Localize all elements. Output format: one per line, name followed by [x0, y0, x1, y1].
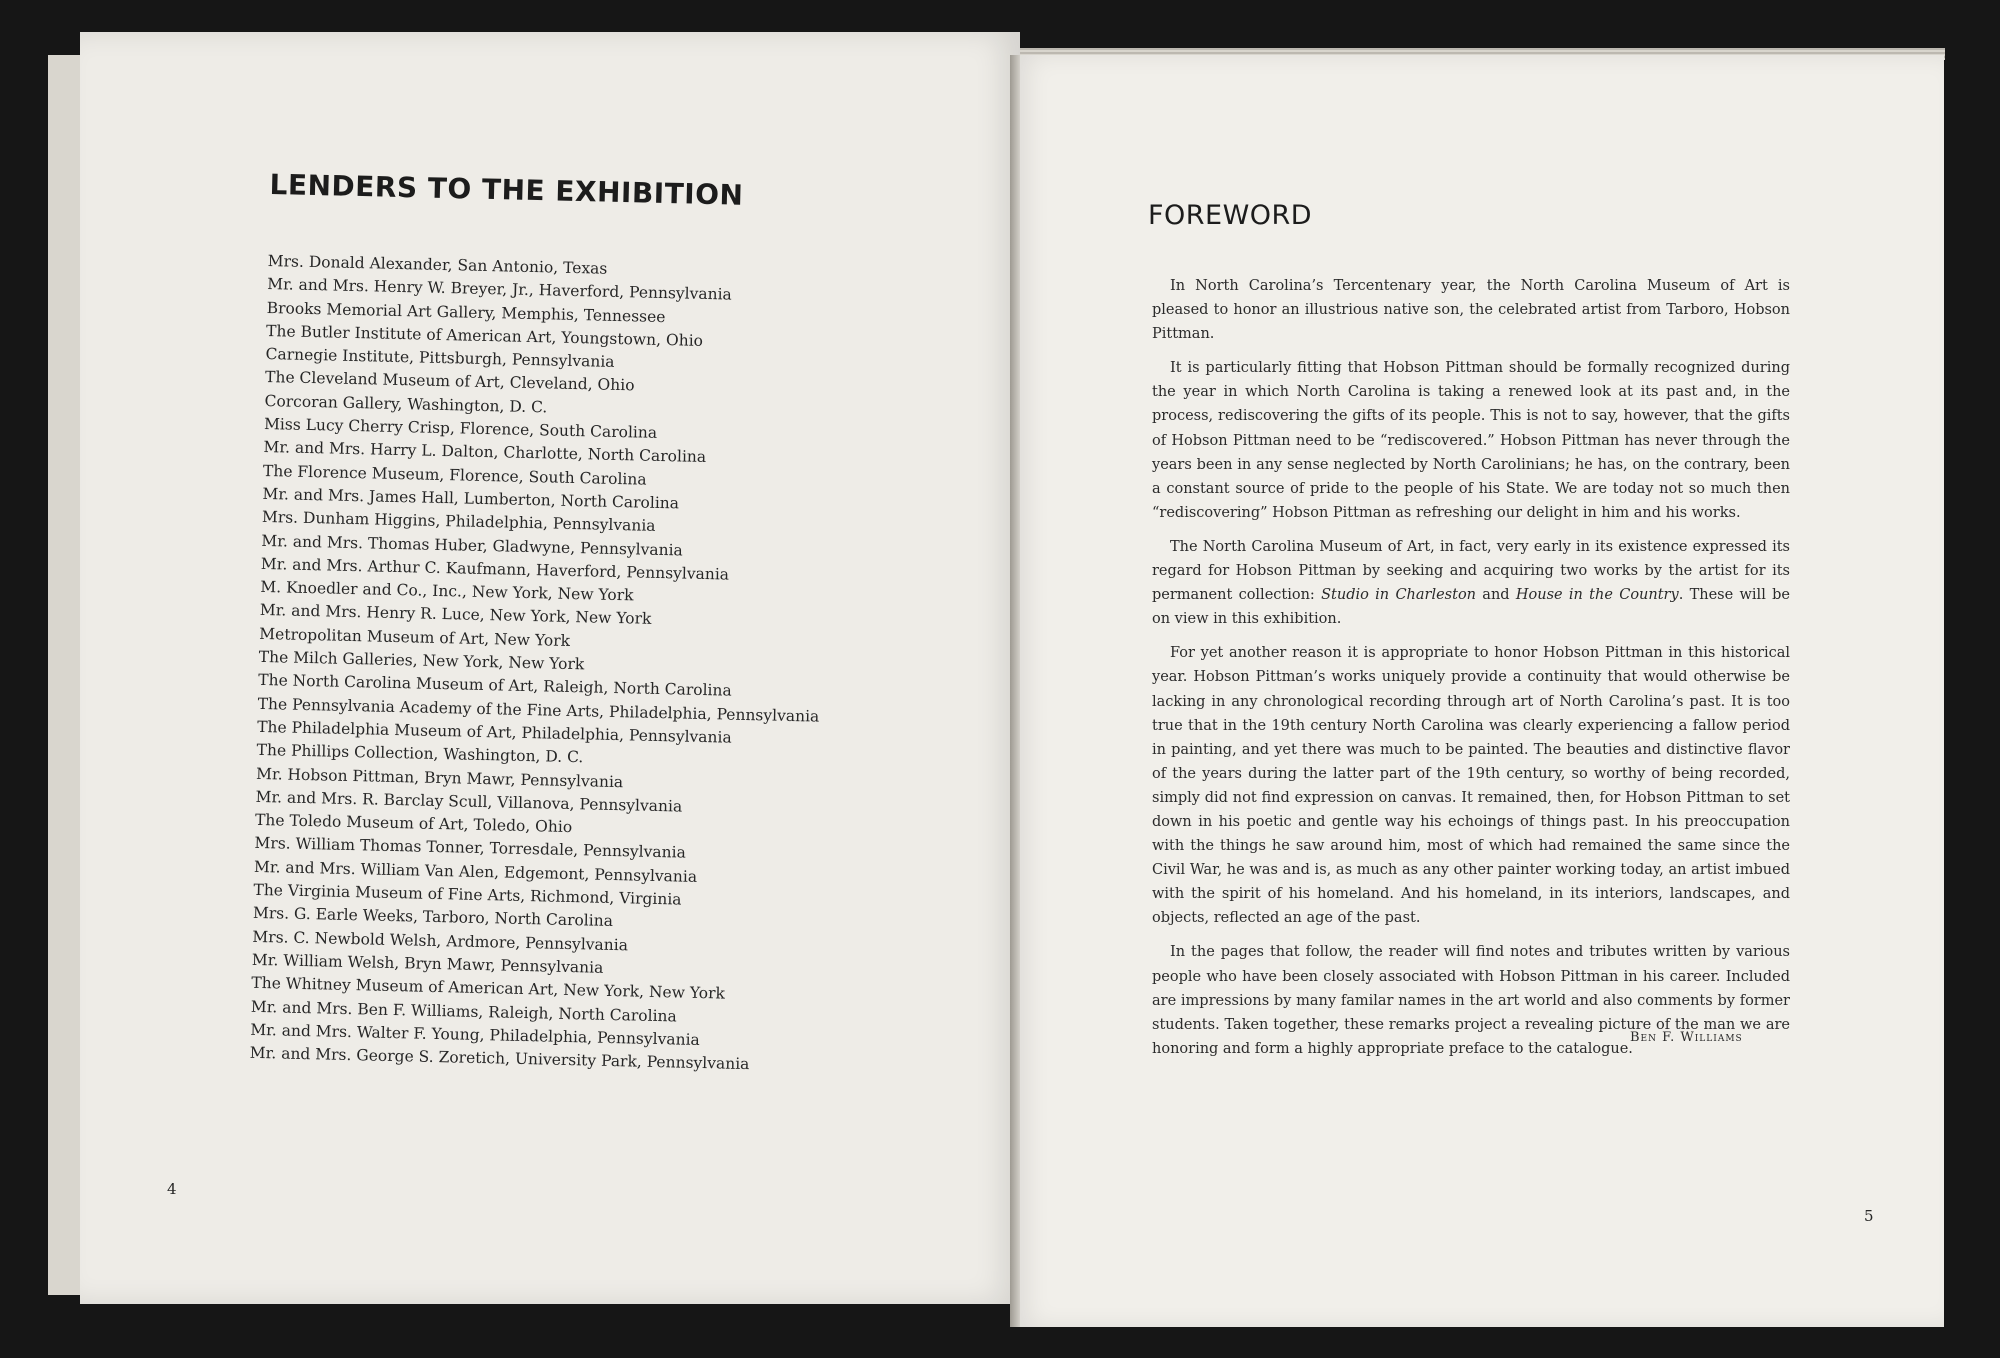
foreword-paragraph-1: In North Carolina’s Tercentenary year, the North Carolina Museum of Art is pleased to honor an illustrious native son, the celebrated artist from Tarboro, Hobson Pittman. [1152, 278, 1790, 343]
lender-item: Mr. and Mrs. R. Barclay Scull, Villanova, Pennsylvania [255, 787, 683, 816]
lender-item: The Virginia Museum of Fine Arts, Richmond, Virginia [253, 880, 682, 909]
lender-item: Mr. and Mrs. George S. Zoretich, University Park, Pennsylvania [249, 1043, 750, 1074]
lender-item: Mr. and Mrs. James Hall, Lumberton, North Carolina [262, 484, 680, 513]
lender-item: Mr. and Mrs. Henry R. Luce, New York, New York [259, 601, 652, 629]
lender-item: M. Knoedler and Co., Inc., New York, New York [260, 578, 634, 605]
foreword-paragraph-2: It is particularly fitting that Hobson Pittman should be formally recognized during the year in which North Carolina is taking a renewed look at its past and, in the process, rediscovering the gifts of its people. This is not to say, however, that the gifts of Hobson Pittman need to be “rediscovered.” Hobson Pittman has never through the years been in any sense neglected by North Carolinians; he has, on the contrary, been a constant source of pride to the people of his State. We are today not so much then “rediscovering” Hobson Pittman as refreshing our delight in him and his works. [1152, 360, 1790, 521]
lender-item: Miss Lucy Cherry Crisp, Florence, South Carolina [263, 415, 658, 442]
lender-item: The Philadelphia Museum of Art, Philadelphia, Pennsylvania [256, 717, 732, 747]
foreword-body [1152, 274, 1790, 1071]
lender-item: Mr. and Mrs. Thomas Huber, Gladwyne, Pennsylvania [261, 531, 683, 560]
lender-item: The Cleveland Museum of Art, Cleveland, Ohio [264, 368, 635, 395]
lender-item: The Phillips Collection, Washington, D. C. [256, 741, 584, 767]
p3-text-end: . These will be on view in this exhibition. [1152, 587, 1790, 628]
lender-item: Mrs. William Thomas Tonner, Torresdale, Pennsylvania [254, 834, 686, 863]
lender-item: Carnegie Institute, Pittsburgh, Pennsylvania [265, 345, 615, 372]
work-title-house: House in the Country [1515, 587, 1679, 604]
lender-item: The Milch Galleries, New York, New York [258, 647, 585, 674]
lender-item: The Whitney Museum of American Art, New York, New York [251, 974, 726, 1003]
work-title-studio: Studio in Charleston [1321, 587, 1477, 604]
lender-item: Mr. and Mrs. Henry W. Breyer, Jr., Haverford, Pennsylvania [267, 275, 732, 304]
foreword-title: FOREWORD [1148, 200, 1313, 232]
lender-item: The Toledo Museum of Art, Toledo, Ohio [254, 810, 573, 837]
lenders-list [250, 250, 828, 1078]
lenders-title: LENDERS TO THE EXHIBITION [269, 168, 744, 212]
lender-item: Metropolitan Museum of Art, New York [259, 624, 571, 650]
foreword-paragraph-4: For yet another reason it is appropriate to honor Hobson Pittman in this historical year. Hobson Pittman’s works uniquely provide a continuity that would otherwise be lacking in any chronological recording through art of North Carolina’s past. It is too true that in the 19th century North Carolina was clearly experiencing a fallow period in painting, and yet there was much to be painted. The beauties and distinctive flavor of the years during the latter part of the 19th century, so worthy of being recorded, simply did not find expression on canvas. It remained, then, for Hobson Pittman to set down in his poetic and gentle way his echoings of things past. In his preoccupation with the things he saw around him, most of which had remained the same since the Civil War, he was and is, as much as any other painter working today, an artist imbued with the spirit of his homeland. And his homeland, in its interiors, landscapes, and objects, reflected an age of the past. [1152, 645, 1790, 927]
lender-item: Mr. and Mrs. Ben F. Williams, Raleigh, North Carolina [250, 997, 677, 1025]
lender-item: Corcoran Gallery, Washington, D. C. [264, 391, 548, 417]
lender-item: Mr. William Welsh, Bryn Mawr, Pennsylvania [251, 950, 604, 977]
foreword-paragraph-3 [1152, 535, 1790, 631]
lender-item: Mr. and Mrs. Walter F. Young, Philadelphia, Pennsylvania [250, 1020, 700, 1049]
lender-item: Mrs. G. Earle Weeks, Tarboro, North Carolina [252, 904, 614, 931]
page-number-left: 4 [167, 1180, 177, 1198]
lender-item: The Butler Institute of American Art, Youngstown, Ohio [265, 321, 704, 350]
lender-item: Mr. and Mrs. Arthur C. Kaufmann, Haverford, Pennsylvania [260, 554, 730, 584]
lender-item: Mrs. Dunham Higgins, Philadelphia, Pennsylvania [261, 508, 656, 536]
foreword-signature: Ben F. Williams [1630, 1030, 1743, 1045]
lender-item: The Florence Museum, Florence, South Carolina [262, 461, 647, 489]
lender-item: Brooks Memorial Art Gallery, Memphis, Tennessee [266, 298, 666, 326]
book-gutter [1010, 55, 1020, 1327]
lender-item: Mr. and Mrs. William Van Alen, Edgemont, Pennsylvania [253, 857, 698, 886]
lender-item: The Pennsylvania Academy of the Fine Arts, Philadelphia, Pennsylvania [257, 694, 820, 726]
foreword-paragraph-5: In the pages that follow, the reader will find notes and tributes written by various people who have been closely associated with Hobson Pittman in his career. Included are impressions by many familar names in the art world and also comments by former students. Taken together, these remarks project a revealing picture of the man we are honoring and form a highly appropriate preface to the catalogue. [1152, 944, 1790, 1057]
lender-item: Mr. and Mrs. Harry L. Dalton, Charlotte, North Carolina [263, 438, 707, 467]
page-number-right: 5 [1864, 1207, 1874, 1225]
lender-item: Mr. Hobson Pittman, Bryn Mawr, Pennsylvania [255, 764, 624, 791]
lender-item: The North Carolina Museum of Art, Raleigh, North Carolina [258, 671, 732, 700]
lender-item: Mrs. Donald Alexander, San Antonio, Texas [267, 251, 608, 278]
p3-text-start: The North Carolina Museum of Art, in fact, very early in its existence expressed its regard for Hobson Pittman by seeking and acquiring two works by the artist for its permanent collection: [1152, 538, 1790, 604]
lender-item: Mrs. C. Newbold Welsh, Ardmore, Pennsylvania [252, 927, 629, 954]
p3-text-and: and [1476, 587, 1516, 604]
